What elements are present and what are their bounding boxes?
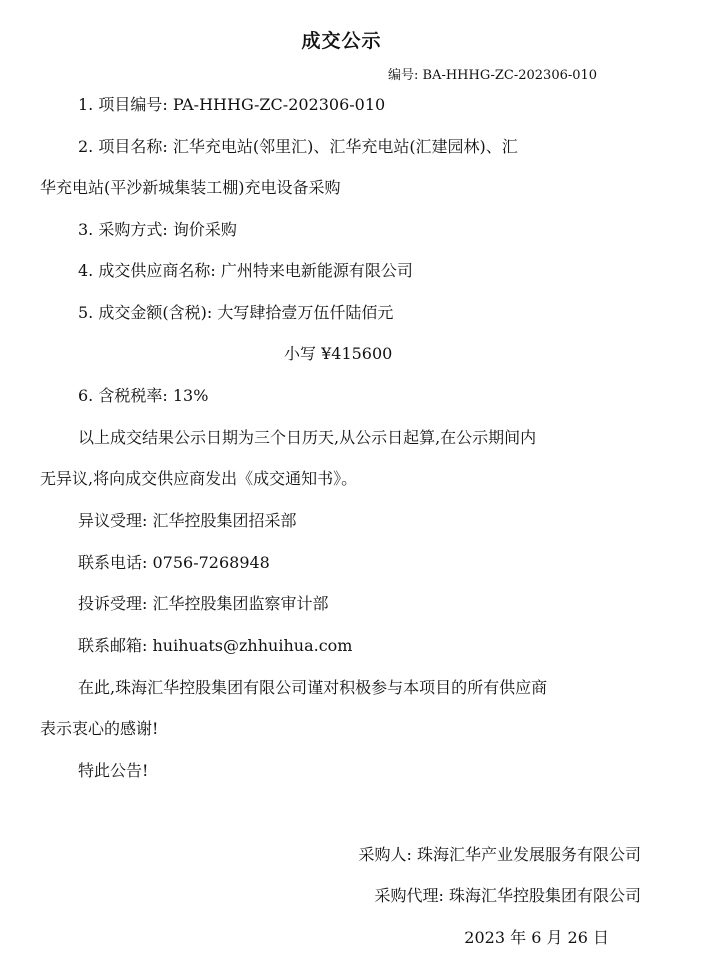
signature-agent: 采购代理: 珠海汇华控股集团有限公司 [374,886,641,905]
item-amount-capital: 5. 成交金额(含税): 大写肆拾壹万伍仟陆佰元 [78,303,394,322]
signature-date: 2023 年 6 月 26 日 [464,928,609,947]
page-title: 成交公示 [301,30,382,52]
thanks-line1: 在此,珠海汇华控股集团有限公司谨对积极参与本项目的所有供应商 [78,678,548,697]
email-contact: 联系邮箱: huihuats@zhhuihua.com [78,636,353,655]
closing-statement: 特此公告! [78,761,149,780]
item-procurement-method: 3. 采购方式: 询价采购 [78,220,237,239]
objection-contact: 异议受理: 汇华控股集团招采部 [78,511,297,530]
thanks-line2: 表示衷心的感谢! [40,719,159,738]
item-project-number: 1. 项目编号: PA-HHHG-ZC-202306-010 [78,95,386,114]
item-supplier-name: 4. 成交供应商名称: 广州特来电新能源有限公司 [78,261,413,280]
complaint-contact: 投诉受理: 汇华控股集团监察审计部 [78,594,329,613]
item-tax-rate: 6. 含税税率: 13% [78,386,209,405]
notice-line2: 无异议,将向成交供应商发出《成交通知书》。 [40,469,358,488]
document-number: 编号: BA-HHHG-ZC-202306-010 [388,68,598,83]
signature-purchaser: 采购人: 珠海汇华产业发展服务有限公司 [358,845,641,864]
notice-line1: 以上成交结果公示日期为三个日历天,从公示日起算,在公示期间内 [78,428,537,447]
item-amount-numeric: 小写 ¥415600 [284,344,393,363]
item-project-name-line1: 2. 项目名称: 汇华充电站(邻里汇)、汇华充电站(汇建园林)、汇 [78,137,518,156]
phone-contact: 联系电话: 0756-7268948 [78,553,270,572]
item-project-name-line2: 华充电站(平沙新城集装工棚)充电设备采购 [40,178,341,197]
